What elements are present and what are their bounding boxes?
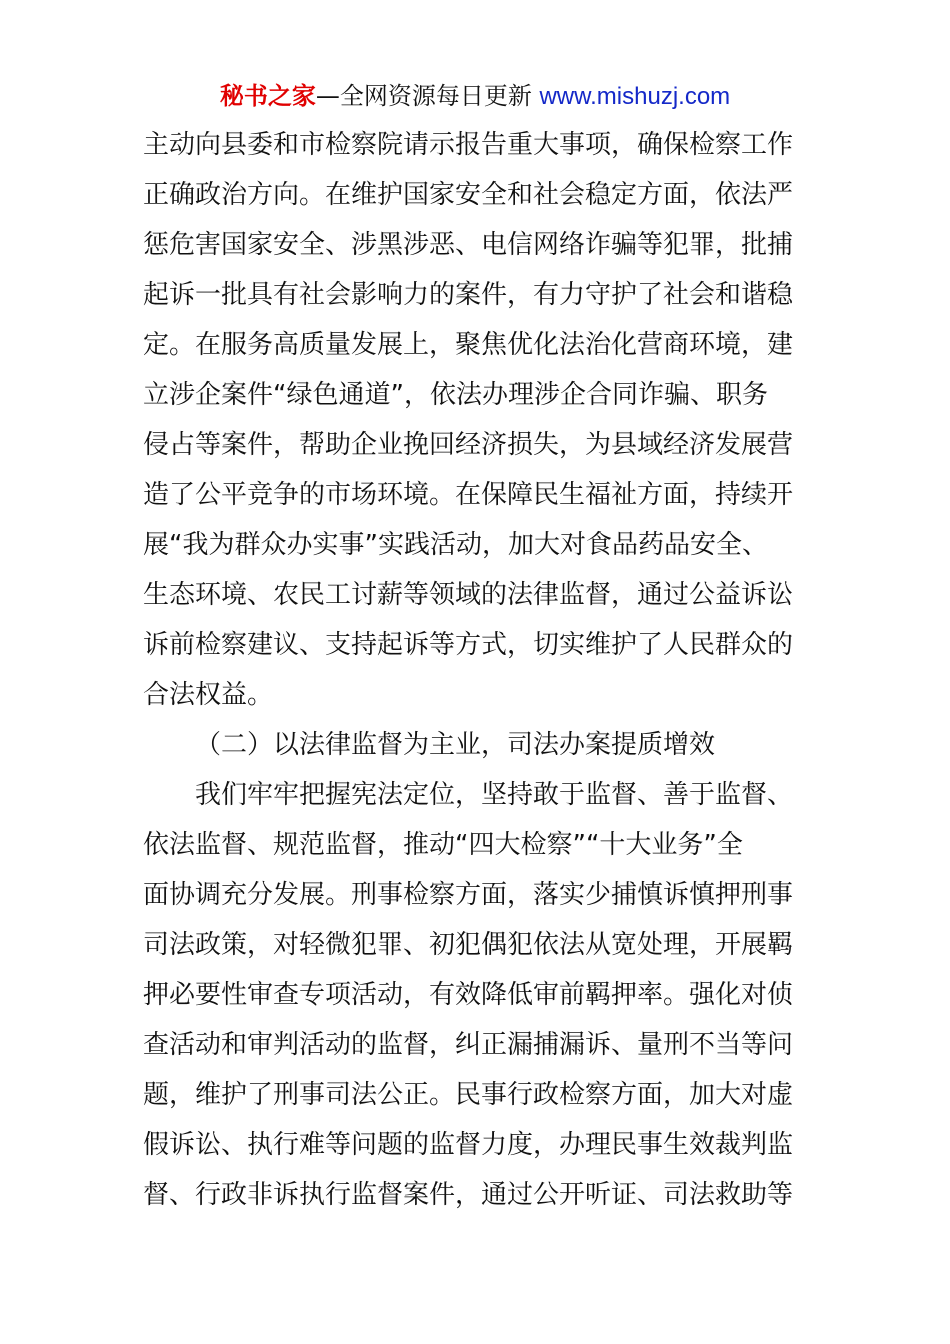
text-line: 题，维护了刑事司法公正。民事行政检察方面，加大对虚 (143, 1080, 794, 1110)
text-line: 展“我为群众办实事”实践活动，加大对食品药品安全、 (143, 530, 768, 560)
text-line: 造了公平竞争的市场环境。在保障民生福祉方面，持续开 (143, 480, 794, 510)
text-line: 侵占等案件，帮助企业挽回经济损失，为县域经济发展营 (143, 430, 794, 460)
site-slogan: —全网资源每日更新 (315, 82, 540, 110)
text-line: 依法监督、规范监督，推动“四大检察”“十大业务”全 (143, 830, 743, 860)
text-line: 生态环境、农民工讨薪等领域的法律监督，通过公益诉讼 (143, 580, 794, 610)
text-line: 督、行政非诉执行监督案件，通过公开听证、司法救助等 (143, 1180, 794, 1210)
text-line: 面协调充分发展。刑事检察方面，落实少捕慎诉慎押刑事 (143, 880, 794, 910)
site-url-link[interactable]: www.mishuzj.com (539, 83, 731, 110)
text-line: 假诉讼、执行难等问题的监督力度，办理民事生效裁判监 (143, 1130, 794, 1160)
text-line: 起诉一批具有社会影响力的案件，有力守护了社会和谐稳 (143, 280, 794, 310)
text-line: 合法权益。 (143, 680, 274, 710)
brand-name: 秘书之家 (219, 82, 316, 110)
text-line: 惩危害国家安全、涉黑涉恶、电信网络诈骗等犯罪，批捕 (143, 230, 794, 260)
text-line: 正确政治方向。在维护国家安全和社会稳定方面，依法严 (143, 180, 794, 210)
text-line: 司法政策，对轻微犯罪、初犯偶犯依法从宽处理，开展羁 (143, 930, 794, 960)
text-line: 定。在服务高质量发展上，聚焦优化法治化营商环境，建 (143, 330, 794, 360)
text-line: 我们牢牢把握宪法定位，坚持敢于监督、善于监督、 (195, 780, 794, 810)
section-heading: （二）以法律监督为主业，司法办案提质增效 (195, 730, 716, 760)
text-line: 押必要性审查专项活动，有效降低审前羁押率。强化对侦 (143, 980, 794, 1010)
text-line: 查活动和审判活动的监督，纠正漏捕漏诉、量刑不当等问 (143, 1030, 794, 1060)
site-header (0, 78, 950, 115)
text-line: 立涉企案件“绿色通道”，依法办理涉企合同诈骗、职务 (143, 380, 768, 410)
text-line: 诉前检察建议、支持起诉等方式，切实维护了人民群众的 (143, 630, 794, 660)
text-line: 主动向县委和市检察院请示报告重大事项，确保检察工作 (143, 130, 794, 160)
document-body (143, 120, 813, 1220)
